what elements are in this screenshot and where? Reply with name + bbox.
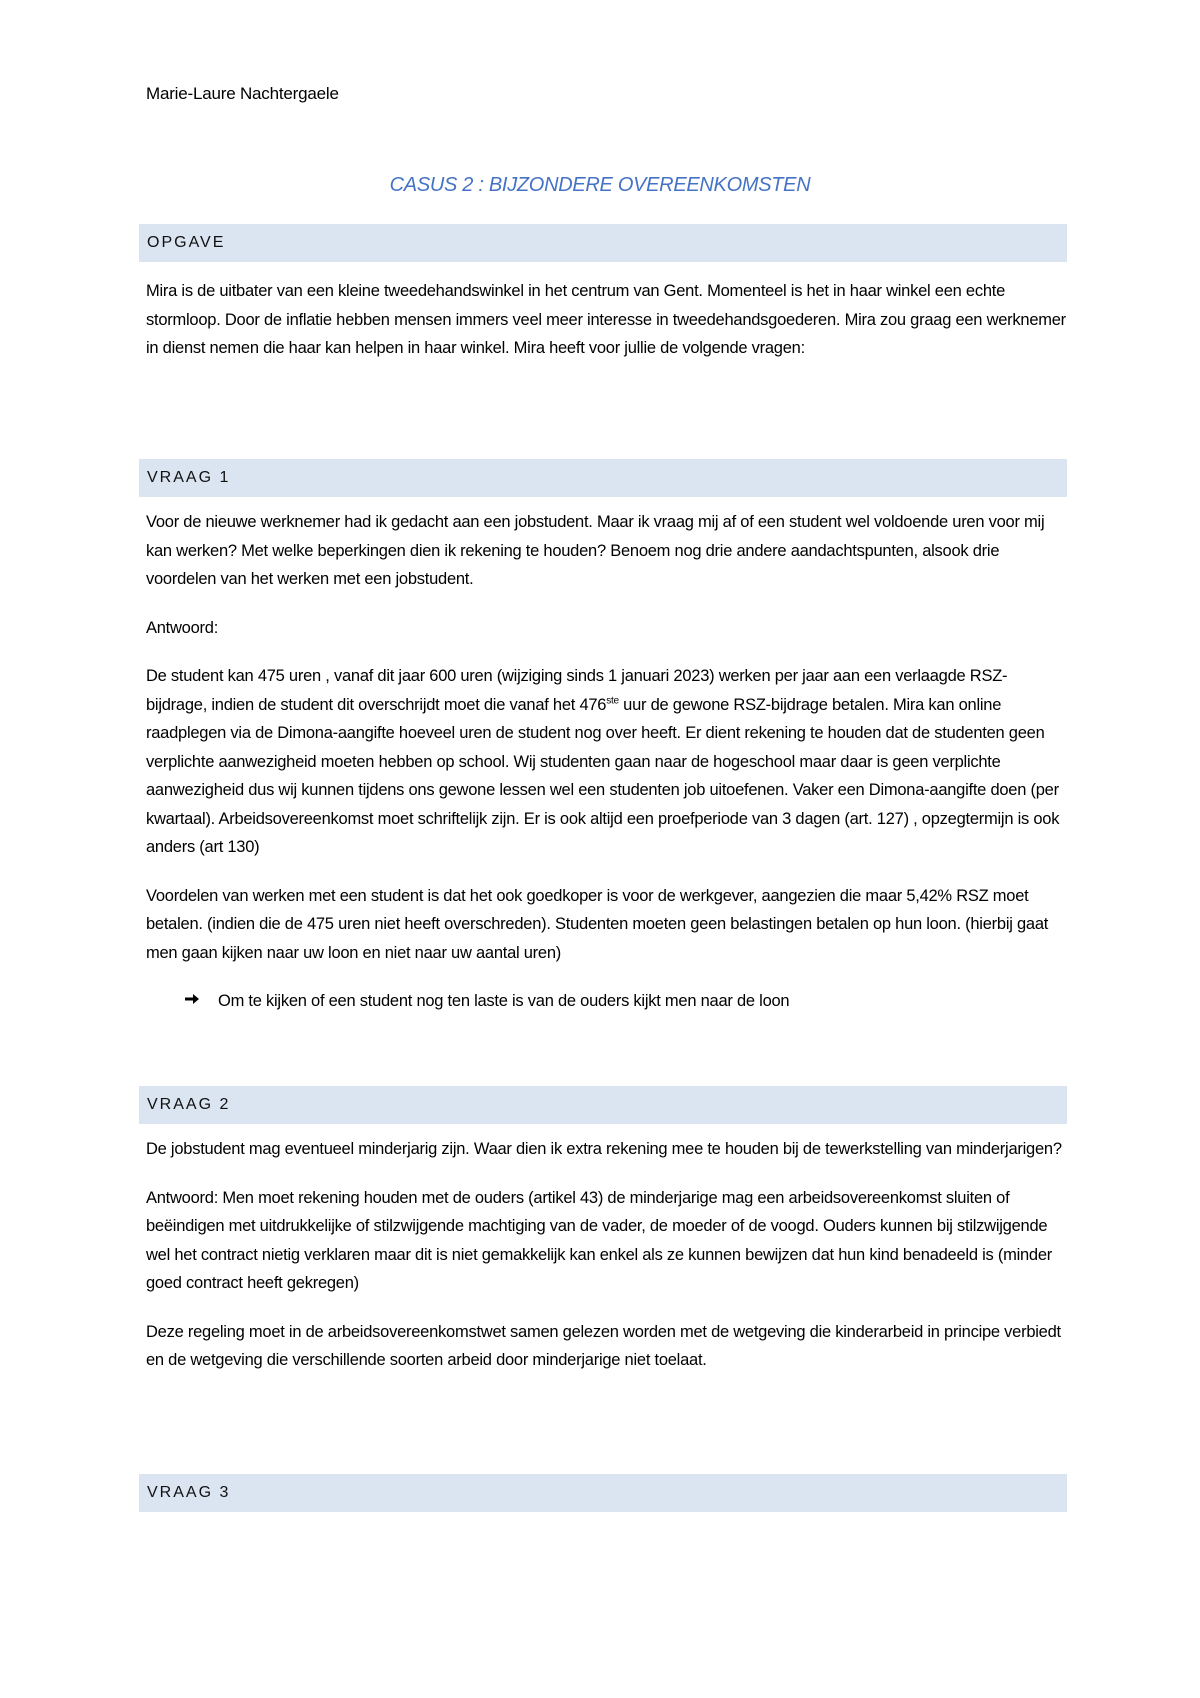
page-title: CASUS 2 : BIJZONDERE OVEREENKOMSTEN bbox=[389, 174, 811, 196]
vraag-2-question: De jobstudent mag eventueel minderjarig zijn. Waar dien ik extra rekening mee te houden bij de tewerkstelling van minderjarigen? bbox=[146, 1140, 1062, 1158]
vraag-2-answer-p1-text: Men moet rekening houden met de ouders (artikel 43) de minderjarige mag een arbeidsovereenkomst sluiten of beëindigen met uitdrukkelijke of stilzwijgende machtiging van de vader, de moeder of de voogd. Ouders kunnen bij stilzwijgende wel het contract nietig verklaren maar dit is niet gemakkelijk kan enkel als ze kunnen bewijzen dat hun kind benadeeld is (minder goed contract heeft gekregen) bbox=[146, 1188, 1053, 1292]
vraag-1-answer-p1-end: uur de gewone RSZ-bijdrage betalen. Mira kan online raadplegen via de Dimona-aangifte hoeveel uren de student nog over heeft. Er dient rekening te houden dat de studenten geen verplichte aanwezigheid moeten hebben op school. Wij studenten gaan naar de hogeschool maar daar is geen verplichte aanwezigheid dus wij kunnen tijdens ons gewone lessen wel een studenten job uitoefenen. Vaker een Dimona-aangifte doen (per kwartaal). Arbeidsovereenkomst moet schriftelijk zijn. Er is ook altijd een proefperiode van 3 dagen (art. 127) , opzegtermijn is ook anders (art 130) bbox=[146, 695, 1060, 856]
vraag-2-text-block bbox=[146, 1135, 1066, 1375]
vraag-1-bullet bbox=[146, 987, 1066, 1016]
vraag-1-answer-paragraph-1 bbox=[146, 662, 1066, 862]
section-heading-opgave: OPGAVE bbox=[139, 224, 1067, 262]
vraag-2-answer-label: Antwoord: bbox=[146, 1188, 219, 1207]
section-heading-vraag-2: VRAAG 2 bbox=[139, 1086, 1067, 1124]
arrow-right-icon bbox=[184, 987, 218, 1016]
vraag-1-answer-label: Antwoord: bbox=[146, 618, 219, 637]
opgave-paragraph: Mira is de uitbater van een kleine tweedehandswinkel in het centrum van Gent. Momenteel is het in haar winkel een echte stormloop. Door de inflatie hebben mensen immers veel meer interesse in tweedehandsgoederen. Mira zou graag een werknemer in dienst nemen die haar kan helpen in haar winkel. Mira heeft voor jullie de volgende vragen: bbox=[146, 282, 1066, 357]
section-heading-vraag-1: VRAAG 1 bbox=[139, 459, 1067, 497]
section-heading-vraag-3: VRAAG 3 bbox=[139, 1474, 1067, 1512]
vraag-1-bullet-text: Om te kijken of een student nog ten laste is van de ouders kijkt men naar de loon bbox=[218, 992, 790, 1010]
author-name: Marie-Laure Nachtergaele bbox=[146, 84, 339, 103]
vraag-1-answer-paragraph-2: Voordelen van werken met een student is dat het ook goedkoper is voor de werkgever, aangezien die maar 5,42% RSZ moet betalen. (indien die de 475 uren niet heeft overschreden). Studenten moeten geen belastingen betalen op hun loon. (hierbij gaat men gaan kijken naar uw loon en niet naar uw aantal uren) bbox=[146, 886, 1049, 962]
opgave-text-block bbox=[146, 277, 1066, 363]
vraag-1-question: Voor de nieuwe werknemer had ik gedacht aan een jobstudent. Maar ik vraag mij af of een student wel voldoende uren voor mij kan werken? Met welke beperkingen dien ik rekening te houden? Benoem nog drie andere aandachtspunten, alsook drie voordelen van het werken met een jobstudent. bbox=[146, 513, 1045, 588]
vraag-2-answer-paragraph-1 bbox=[146, 1184, 1066, 1298]
ordinal-suffix: ste bbox=[606, 695, 619, 706]
vraag-1-answer-p1-start: De student kan 475 uren , vanaf dit jaar 600 uren (wijziging sinds 1 januari 2023) werken per jaar aan een verlaagde RSZ-bijdrage, indien de student dit overschrijdt moet die vanaf het 476 bbox=[146, 667, 1008, 714]
vraag-2-answer-paragraph-2: Deze regeling moet in de arbeidsovereenkomstwet samen gelezen worden met de wetgeving die kinderarbeid in principe verbiedt en de wetgeving die verschillende soorten arbeid door minderjarige niet toelaat. bbox=[146, 1322, 1061, 1369]
vraag-1-text-block bbox=[146, 508, 1066, 1016]
